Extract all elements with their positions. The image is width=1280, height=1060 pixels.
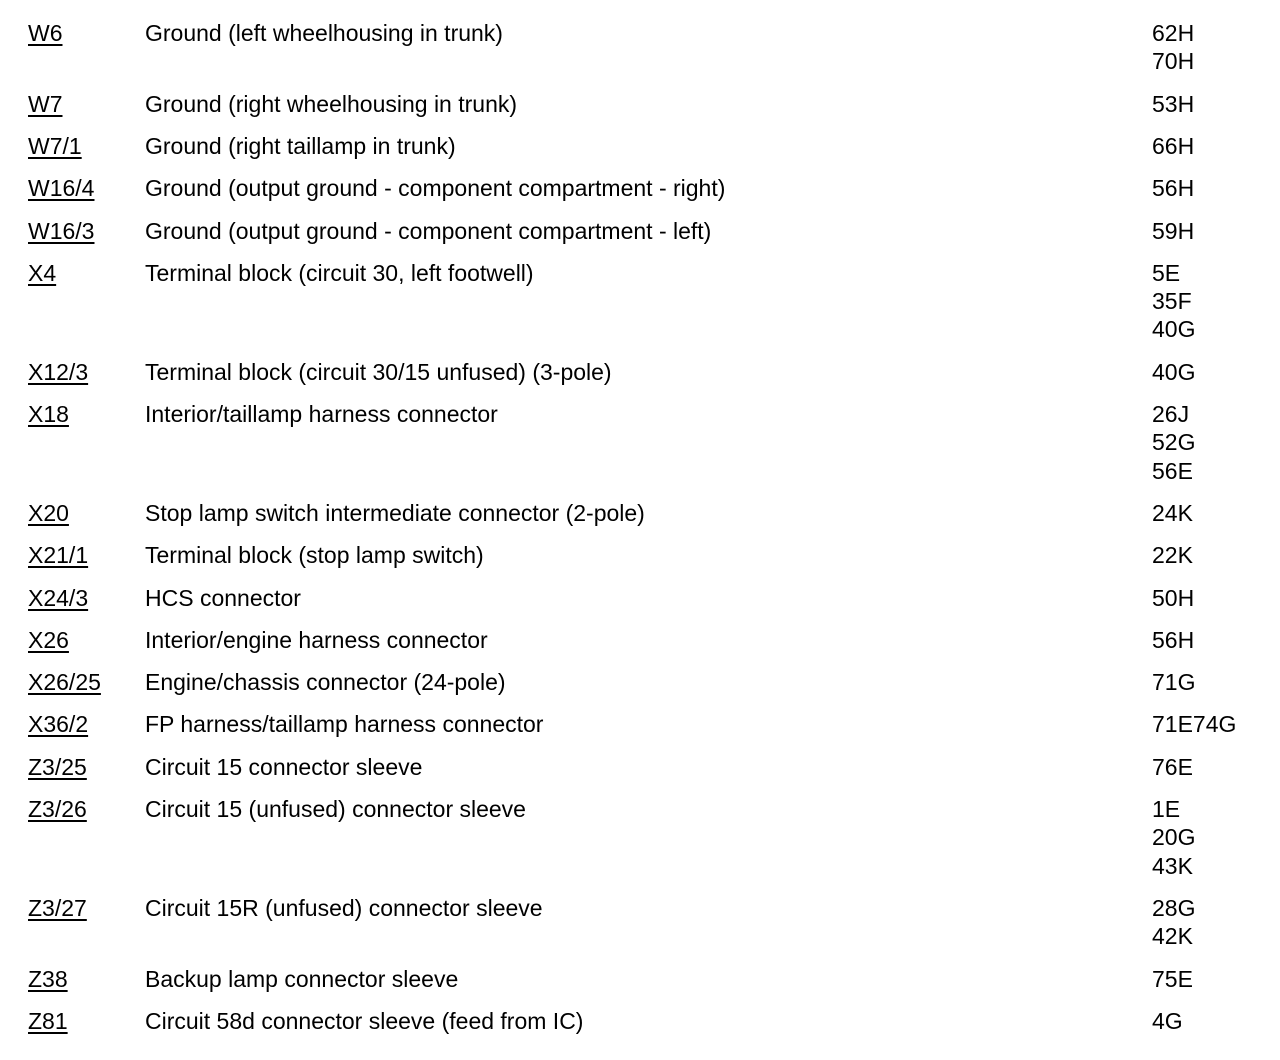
component-code-link[interactable]: W6 xyxy=(28,20,63,46)
component-description: Interior/engine harness connector xyxy=(145,626,488,653)
grid-locations xyxy=(1152,584,1194,612)
component-description: Ground (right wheelhousing in trunk) xyxy=(145,90,518,117)
component-description: Ground (right taillamp in trunk) xyxy=(145,132,456,159)
component-description: Backup lamp connector sleeve xyxy=(145,965,459,992)
grid-locations xyxy=(1152,1007,1183,1035)
grid-location: 50H xyxy=(1152,584,1195,611)
grid-locations xyxy=(1152,499,1193,527)
component-code-link[interactable]: X4 xyxy=(28,259,57,286)
grid-location: 22K xyxy=(1152,542,1193,569)
grid-locations xyxy=(1152,358,1195,386)
grid-locations xyxy=(1152,132,1194,160)
component-description: Circuit 15R (unfused) connector sleeve xyxy=(145,894,543,921)
component-code-link[interactable]: Z38 xyxy=(28,965,68,992)
component-code-link[interactable]: X36/2 xyxy=(28,711,89,738)
component-code-link[interactable]: X21/1 xyxy=(28,542,89,569)
component-code-link[interactable]: X26/25 xyxy=(28,669,101,696)
component-code-link[interactable]: X20 xyxy=(28,499,69,526)
component-description: Terminal block (circuit 30/15 unfused) (3-pole) xyxy=(145,358,612,385)
grid-locations xyxy=(1152,259,1195,344)
component-code-link[interactable]: Z81 xyxy=(28,1007,68,1034)
grid-location: 26J xyxy=(1152,401,1190,427)
grid-location: 56H xyxy=(1152,626,1195,653)
grid-locations xyxy=(1152,710,1236,738)
grid-location: 20G xyxy=(1152,824,1196,851)
grid-location: 40G xyxy=(1152,316,1196,343)
grid-location: 43K xyxy=(1152,852,1193,879)
component-code-link[interactable]: W16/4 xyxy=(28,175,95,202)
component-description: Terminal block (circuit 30, left footwell) xyxy=(145,259,534,286)
grid-locations xyxy=(1152,965,1193,993)
grid-location: 62H xyxy=(1152,20,1195,46)
component-code-link[interactable]: W7/1 xyxy=(28,132,82,159)
grid-locations xyxy=(1152,541,1193,569)
grid-location: 56E xyxy=(1152,457,1193,484)
component-description: Interior/taillamp harness connector xyxy=(145,401,498,427)
component-code-link[interactable]: X18 xyxy=(28,401,69,427)
grid-location: 40G xyxy=(1152,358,1196,385)
component-description: Terminal block (stop lamp switch) xyxy=(145,542,484,569)
grid-locations xyxy=(1152,795,1195,880)
grid-location: 42K xyxy=(1152,923,1193,950)
grid-location: 71E74G xyxy=(1152,711,1237,738)
component-description: HCS connector xyxy=(145,584,301,611)
grid-locations xyxy=(1152,19,1194,76)
grid-location: 35F xyxy=(1152,288,1192,315)
grid-location: 70H xyxy=(1152,48,1195,75)
grid-locations xyxy=(1152,894,1195,951)
component-description: Ground (left wheelhousing in trunk) xyxy=(145,20,503,46)
grid-location: 5E xyxy=(1152,259,1181,286)
component-code-link[interactable]: W16/3 xyxy=(28,217,95,244)
grid-location: 53H xyxy=(1152,90,1195,117)
grid-locations xyxy=(1152,217,1194,245)
grid-location: 59H xyxy=(1152,217,1195,244)
component-code-link[interactable]: X12/3 xyxy=(28,358,89,385)
component-description: Stop lamp switch intermediate connector (2-pole) xyxy=(145,499,645,526)
grid-location: 56H xyxy=(1152,175,1195,202)
component-description: Circuit 15 connector sleeve xyxy=(145,753,423,780)
component-code-link[interactable]: X26 xyxy=(28,626,69,653)
grid-location: 1E xyxy=(1152,796,1181,822)
component-code-link[interactable]: Z3/25 xyxy=(28,753,87,780)
grid-location: 52G xyxy=(1152,429,1196,456)
component-code-link[interactable]: Z3/26 xyxy=(28,796,87,822)
grid-location: 71G xyxy=(1152,669,1196,696)
grid-location: 66H xyxy=(1152,132,1195,159)
grid-location: 4G xyxy=(1152,1007,1183,1034)
component-code-link[interactable]: X24/3 xyxy=(28,584,89,611)
component-code-link[interactable]: Z3/27 xyxy=(28,894,87,921)
grid-location: 24K xyxy=(1152,499,1193,526)
grid-locations xyxy=(1152,174,1194,202)
grid-location: 75E xyxy=(1152,965,1193,992)
component-description: Ground (output ground - component compartment - right) xyxy=(145,175,726,202)
grid-locations xyxy=(1152,753,1193,781)
grid-locations xyxy=(1152,90,1194,118)
grid-locations xyxy=(1152,668,1195,696)
grid-locations xyxy=(1152,626,1194,654)
grid-location: 28G xyxy=(1152,894,1196,921)
grid-location: 76E xyxy=(1152,753,1193,780)
component-description: Circuit 15 (unfused) connector sleeve xyxy=(145,796,526,822)
component-description: Engine/chassis connector (24-pole) xyxy=(145,669,506,696)
component-description: FP harness/taillamp harness connector xyxy=(145,711,544,738)
component-code-link[interactable]: W7 xyxy=(28,90,63,117)
component-description: Circuit 58d connector sleeve (feed from IC) xyxy=(145,1007,584,1034)
grid-locations xyxy=(1152,400,1195,485)
component-description: Ground (output ground - component compartment - left) xyxy=(145,217,712,244)
